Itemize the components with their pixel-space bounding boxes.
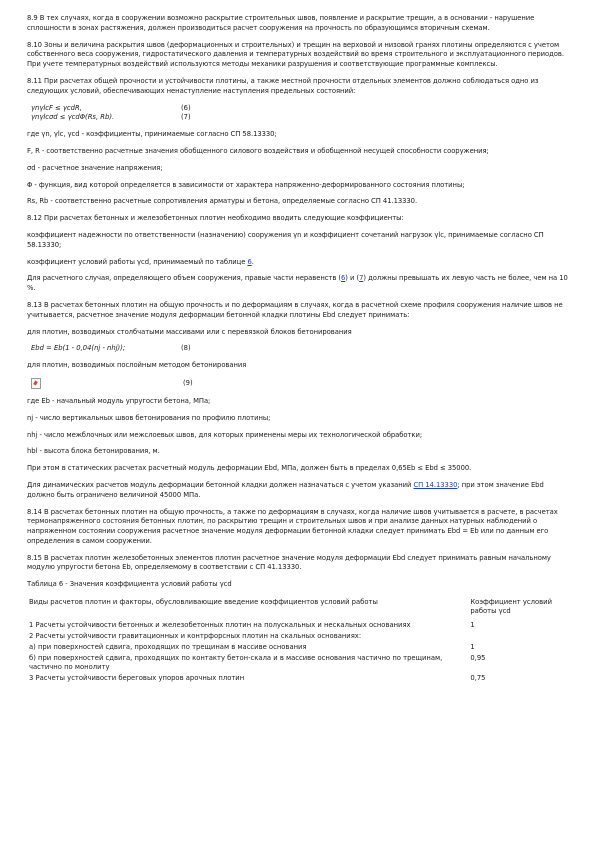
- table-cell: 1 Расчеты устойчивости бетонных и железобетонных плотин на полускальных и нескальных основаниях: [29, 621, 411, 630]
- paragraph-8-13: 8.13 В расчетах бетонных плотин на общую прочность и по деформациям в случаях, когда в расчетной схеме профиля сооружения наличие швов не учитывается, расчетное значение модуля деформации бетонной кладки плотины Ebd следует принимать:: [27, 300, 563, 319]
- dynamic-text-end: ; при этом значение Ebd должно быть ограничено величиной 45000 МПа.: [27, 480, 544, 499]
- document-page: [27, 14, 572, 684]
- table-cell: 1: [470, 643, 475, 652]
- dynamic-calc-text: [27, 481, 572, 501]
- where-hbl: hbl - высота блока бетонирования, м.: [27, 447, 160, 456]
- paragraph-8-14: 8.14 В расчетах бетонных плотин на общую прочность, а также по деформациям в случаях, когда наличие швов учитывается в расчете, в расчетах термонапряженного состояния бетонных плотин, по раскрытию трещин и строительных швов и при анализе данных натурных наблюдений о напряженном состоянии сооружения расчетное значение модуля деформации бетонной кладки следует принимать Ebd = Eb или по данным его определения в самом сооружении.: [27, 507, 558, 545]
- formula-group-8: [31, 344, 572, 354]
- table-header-cell: Виды расчетов плотин и факторы, обусловливающие введение коэффициентов условий работы: [29, 598, 378, 607]
- formula-7-expression: γnγlcσd ≤ γcdΦ(Rs, Rb).: [31, 113, 115, 122]
- table-row: [27, 642, 572, 653]
- table-row: [27, 631, 572, 642]
- table-cell: б) при поверхностей сдвига, проходящих по контакту бетон-скала и в массиве основания частично по трещинам, частично по монолиту: [29, 654, 443, 672]
- static-limit-text: При этом в статических расчетах расчетный модуль деформации Ebd, МПа, должен быть в пределах 0,65Eb ≤ Ebd ≤ 35000.: [27, 464, 472, 473]
- formula-7: [31, 113, 572, 123]
- calc-note-start: Для расчетного случая, определяющего объем сооружения, правые части неравенств (: [27, 274, 342, 283]
- formula-7-number: (7): [181, 113, 191, 122]
- calc-note-end: ) должны превышать их левую часть не более, чем на 10 %.: [27, 274, 568, 293]
- sp-14-13330-link[interactable]: СП 14.13330: [413, 480, 458, 489]
- paragraph-8-10: 8.10 Зоны и величина раскрытия швов (деформационных и строительных) и трещин на верховой и низовой гранях плотины определяются с учетом собственного веса сооружения, гидростатического давления и температурных воздействий во время строительного и эксплуатационного периодов. При учете температурных воздействий используются методы механики разрушения и соответствующие программные комплексы.: [27, 40, 564, 69]
- layer-method-text: для плотин, возводимых послойным методом бетонирования: [27, 361, 247, 370]
- table-6-link[interactable]: 6: [247, 257, 252, 266]
- formula-8: [31, 344, 572, 354]
- table-cell: [468, 631, 572, 642]
- where-rs-rb: Rs, Rb - соответственно расчетные сопротивления арматуры и бетона, определяемые согласно СП 41.13330.: [27, 197, 418, 206]
- table-cell: 3 Расчеты устойчивости береговых упоров арочных плотин: [29, 674, 245, 683]
- formula-6: [31, 104, 572, 114]
- formula-6-number: (6): [181, 103, 191, 112]
- where-nhj: nhj - число межблочных или межслоевых швов, для которых применены меры их технологической обработки;: [27, 430, 423, 439]
- formula-9-number: (9): [183, 379, 193, 388]
- table-cell: 0,75: [470, 674, 486, 683]
- table-header-cell: Коэффициент условий работы γcd: [470, 598, 552, 616]
- where-phi: Φ - функция, вид которой определяется в зависимости от характера напряженно-деформированного состояния плотины;: [27, 180, 465, 189]
- where-nj: nj - число вертикальных швов бетонирования по профилю плотины;: [27, 413, 271, 422]
- coefficient-text: коэффициент условий работы γcd, принимаемый по таблице: [27, 257, 248, 266]
- formula-9: [31, 378, 572, 389]
- paragraph-8-9: 8.9 В тех случаях, когда в сооружении возможно раскрытие строительных швов, появление и раскрытие трещин, а в основании - нарушение сплошности в зонах растяжения, должен производиться расчет сооружения на прочность по образующимся вторичным схемам.: [27, 14, 535, 32]
- calc-note-mid: ) и (: [345, 274, 360, 283]
- where-sigma: σd - расчетное значение напряжения;: [27, 163, 163, 172]
- formula-7-link[interactable]: 7: [359, 274, 364, 283]
- paragraph-8-15: 8.15 В расчетах плотин железобетонных элементов плотин расчетное значение модуля деформации Ebd следует принимать равным начальному модулю упругости бетона Eb, определяемому в соответствии с СП 41.13330.: [27, 553, 551, 572]
- paragraph-8-12: 8.12 При расчетах бетонных и железобетонных плотин необходимо вводить следующие коэффициенты:: [27, 214, 404, 223]
- formula-6-expression: γnγlcF ≤ γcdR,: [31, 103, 82, 112]
- table-cell: 2 Расчеты устойчивости гравитационных и контрфорсных плотин на скальных основаниях:: [29, 632, 362, 641]
- coefficient-work-conditions: [27, 258, 572, 268]
- broken-image-icon: [31, 378, 41, 389]
- table-cell: 0,95: [470, 654, 486, 663]
- calculation-case-note: [27, 274, 572, 294]
- formula-8-expression: Ebd = Eb(1 - 0,04(nj - nhj));: [31, 344, 126, 353]
- formula-8-number: (8): [181, 344, 191, 353]
- table-header-row: [27, 597, 572, 620]
- table-cell: а) при поверхностей сдвига, проходящих по трещинам в массиве основания: [29, 643, 307, 652]
- where-f-r: F, R - соответственно расчетные значения обобщенного силового воздействия и обобщенной несущей способности сооружения;: [27, 146, 489, 155]
- where-gamma: где γn, γlc, γcd - коэффициенты, принимаемые согласно СП 58.13330;: [27, 130, 277, 139]
- coefficient-table: [27, 597, 572, 684]
- formula-group-6-7: [31, 104, 572, 124]
- table-row: [27, 620, 572, 631]
- coefficient-text-end: .: [251, 257, 254, 266]
- formula-6-link[interactable]: 6: [341, 274, 346, 283]
- pillar-method-text: для плотин, возводимых столбчатыми массивами или с перевязкой блоков бетонирования: [27, 327, 352, 336]
- table-cell: 1: [470, 621, 475, 630]
- table-row: [27, 653, 572, 673]
- coefficient-reliability: коэффициент надежности по ответственности (назначению) сооружения γn и коэффициент сочетаний нагрузок γlc, принимаемые согласно СП 58.13330;: [27, 230, 544, 249]
- paragraph-8-11: 8.11 При расчетах общей прочности и устойчивости плотины, а также местной прочности отдельных элементов должно соблюдаться одно из следующих условий, обеспечивающих ненаступление наступления предельных состояний:: [27, 76, 539, 95]
- dynamic-text-start: Для динамических расчетов модуль деформации бетонной кладки должен назначаться с учетом указаний: [27, 480, 414, 489]
- table-row: [27, 673, 572, 684]
- where-eb: где Eb - начальный модуль упругости бетона, МПа;: [27, 396, 211, 405]
- table-caption: Таблица 6 - Значения коэффициента условий работы γcd: [27, 580, 232, 589]
